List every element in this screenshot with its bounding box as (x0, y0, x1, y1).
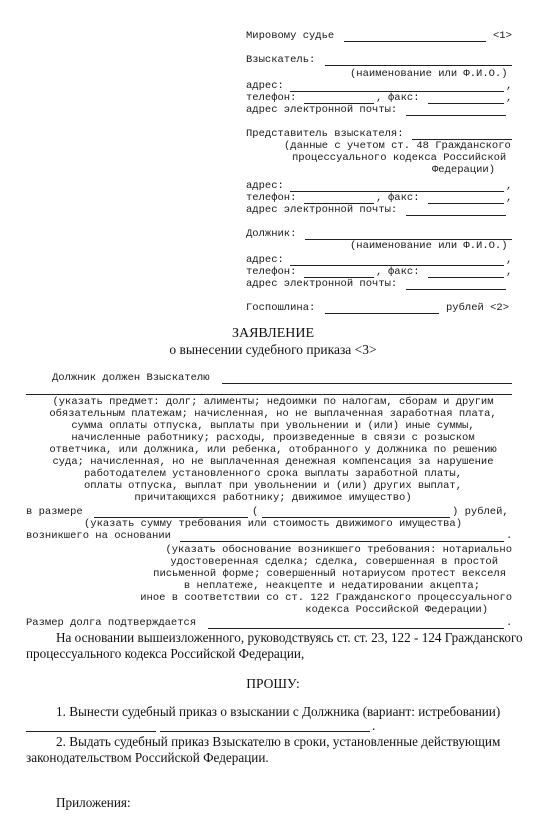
comma: , (506, 266, 513, 278)
basis-line (180, 541, 504, 542)
judge-label: Мировому судье (246, 30, 335, 42)
debtor-owes-label: Должник должен Взыскателю (52, 372, 210, 384)
debtor-fax-label: факс: (388, 266, 420, 278)
amount-label: в размере (26, 506, 83, 518)
comma: , (506, 92, 513, 104)
subject-hint-line: сумма оплаты отпуска, выплаты при увольнении и (или) иные суммы, (71, 420, 475, 432)
period: . (372, 718, 376, 733)
request-item-2-line-2: законодательством Российской Федерации. (26, 750, 269, 765)
debtor-name-hint: (наименование или Ф.И.О.) (350, 240, 508, 252)
attachments-label: Приложения: (56, 795, 131, 810)
period: . (506, 530, 513, 542)
basis-hint-line: иное в соответствии со ст. 122 Гражданского процессуального (140, 592, 512, 604)
document-subtitle: о вынесении судебного приказа <3> (169, 342, 377, 357)
rep-phone-label: телефон: (246, 192, 297, 204)
period: . (506, 617, 513, 629)
debtor-phone-label: телефон: (246, 266, 297, 278)
confirmed-label: Размер долга подтверждается (26, 617, 197, 629)
subject-hint-line: причитающихся работнику; движимое имущество) (134, 492, 412, 504)
basis-label: возникшего на основании (26, 530, 171, 542)
basis-hint-line: (указать обоснование возникшего требования: нотариально (165, 544, 512, 556)
claimant-email-line (406, 115, 506, 116)
comma: , (376, 266, 383, 278)
debtor-owes-line (222, 383, 512, 384)
request-item-1: 1. Вынести судебный приказ о взыскании с Должника (вариант: истребовании) (56, 704, 501, 719)
fee-unit: рублей <2> (446, 302, 510, 314)
amount-paren-open: ( (252, 506, 259, 518)
subject-hint-line: начисленные работнику; расходы, произведенные в связи с розыском (71, 432, 475, 444)
comma: , (376, 92, 383, 104)
comma: , (506, 80, 513, 92)
request-item-2-line-1: 2. Выдать судебный приказ Взыскателю в сроки, установленные действующим (56, 734, 501, 749)
claimant-line (325, 65, 512, 66)
comma: , (376, 192, 383, 204)
judge-footnote: <1> (493, 30, 512, 42)
subject-hint-line: оплаты отпуска, выплат при увольнении и (или) других выплат, (83, 480, 463, 492)
debtor-email-label: адрес электронной почты: (246, 278, 398, 290)
rep-address-label: адрес: (246, 180, 284, 192)
basis-paragraph-line-2: процессуального кодекса Российской Федерации, (26, 646, 305, 661)
debtor-address-label: адрес: (246, 254, 284, 266)
subject-hint-line: работодателем установленного срока выплаты заработной платы, (83, 468, 463, 480)
comma: , (506, 254, 513, 266)
subject-hint-line: (указать предмет: долг; алименты; недоимки по налогам, сборам и другим (52, 396, 494, 408)
request-heading: ПРОШУ: (246, 676, 300, 691)
judge-line (344, 41, 486, 42)
claimant-phone-label: телефон: (246, 92, 297, 104)
comma: , (506, 192, 513, 204)
subject-line (26, 394, 512, 395)
subject-hint-line: обязательным платежам; начисленная, но не выплаченная заработная плата, (49, 408, 497, 420)
request-item-1-line-b (160, 731, 370, 732)
debtor-label: Должник: (246, 228, 297, 240)
representative-label: Представитель взыскателя: (246, 128, 404, 140)
amount-unit: ) рублей, (452, 506, 509, 518)
representative-hint-1: (данные с учетом ст. 48 Гражданского (284, 140, 511, 152)
subject-hint-line: ответчика, или должника, или ребенка, отобранного у должника по решению (49, 444, 497, 456)
amount-hint: (указать сумму требования или стоимость движимого имущества) (83, 518, 463, 530)
rep-fax-line (428, 203, 504, 204)
rep-fax-label: факс: (388, 192, 420, 204)
claimant-address-label: адрес: (246, 80, 284, 92)
debtor-email-line (406, 289, 506, 290)
rep-email-label: адрес электронной почты: (246, 204, 398, 216)
claimant-fax-label: факс: (388, 92, 420, 104)
confirmed-line (208, 628, 504, 629)
document-title: ЗАЯВЛЕНИЕ (231, 326, 315, 341)
representative-hint-3: Федерации) (432, 164, 496, 176)
claimant-label: Взыскатель: (246, 54, 316, 66)
basis-hint-line: письменной форме; совершенный нотариусом протест векселя (153, 568, 506, 580)
representative-hint-2: процессуального кодекса Российской (292, 152, 507, 164)
claimant-name-hint: (наименование или Ф.И.О.) (350, 68, 508, 80)
comma: , (506, 180, 513, 192)
request-item-1-line-a (26, 731, 156, 732)
fee-label: Госпошлина: (246, 302, 316, 314)
claimant-fax-line (428, 103, 504, 104)
basis-hint-line: в неплатеже, неакцепте и недатировании акцепта; (183, 580, 480, 592)
debtor-fax-line (428, 277, 504, 278)
claimant-email-label: адрес электронной почты: (246, 104, 398, 116)
rep-email-line (406, 215, 506, 216)
basis-paragraph-line-1: На основании вышеизложенного, руководствуясь ст. ст. 23, 122 - 124 Гражданского (56, 630, 523, 645)
subject-hint-line: суда; начисленная, но не выплаченная денежная компенсация за нарушение (52, 456, 494, 468)
fee-line (325, 313, 439, 314)
basis-hint-line: кодекса Российской Федерации) (305, 604, 488, 616)
basis-hint-line: удостоверенная сделка; сделка, совершенная в простой (170, 556, 498, 568)
